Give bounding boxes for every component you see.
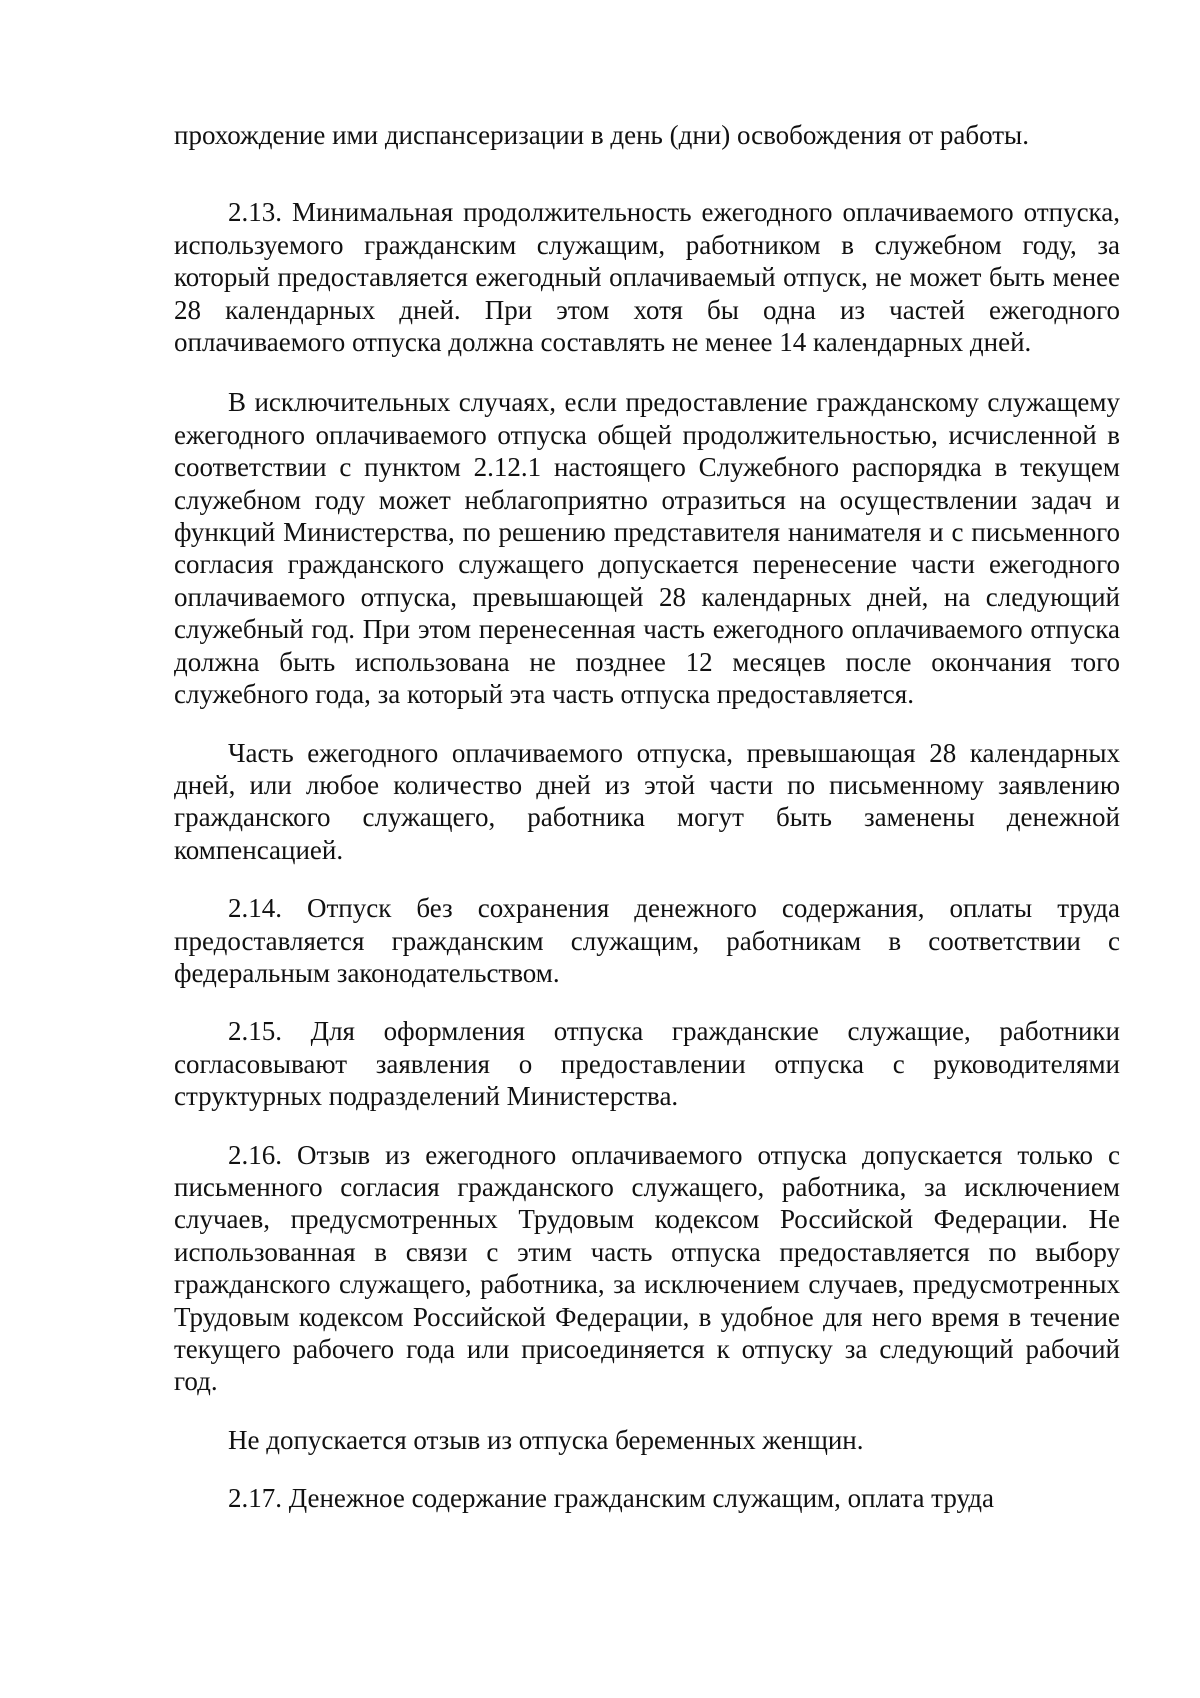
paragraph-pregnant-women: Не допускается отзыв из отпуска беременных женщин. — [228, 1424, 864, 1455]
paragraph-2-17: 2.17. Денежное содержание гражданским служащим, оплата труда — [228, 1483, 994, 1514]
paragraph-continuation: прохождение ими диспансеризации в день (дни) освобождения от работы. — [174, 120, 1029, 150]
paragraph-compensation: Часть ежегодного оплачиваемого отпуска, превышающая 28 календарных дней, или любое количество дней из этой части по письменному заявлению гражданского служащего, работника могут быть заменены денежной компенсацией. — [174, 737, 1120, 865]
paragraph-2-15: 2.15. Для оформления отпуска гражданские служащие, работники согласовывают заявления о предоставлении отпуска с руководителями структурных подразделений Министерства. — [174, 1016, 1120, 1112]
paragraph-2-13: 2.13. Минимальная продолжительность ежегодного оплачиваемого отпуска, используемого гражданским служащим, работником в служебном году, за который предоставляется ежегодный оплачиваемый отпуск, не может быть менее 28 календарных дней. При этом хотя бы одна из частей ежегодного оплачиваемого отпуска должна составлять не менее 14 календарных дней. — [174, 197, 1120, 358]
paragraph-2-16: 2.16. Отзыв из ежегодного оплачиваемого отпуска допускается только с письменного согласия гражданского служащего, работника, за исключением случаев, предусмотренных Трудовым кодексом Российской Федерации. Не использованная в связи с этим часть отпуска предоставляется по выбору гражданского служащего, работника, за исключением случаев, предусмотренных Трудовым кодексом Российской Федерации, в удобное для него время в течение текущего рабочего года или присоединяется к отпуску за следующий рабочий год. — [174, 1139, 1120, 1397]
paragraph-2-14: 2.14. Отпуск без сохранения денежного содержания, оплаты труда предоставляется гражданским служащим, работникам в соответствии с федеральным законодательством. — [174, 893, 1120, 988]
paragraph-exceptional-cases: В исключительных случаях, если предоставление гражданскому служащему ежегодного оплачиваемого отпуска общей продолжительностью, исчисленной в соответствии с пунктом 2.12.1 настоящего Служебного распорядка в текущем служебном году может неблагоприятно отразиться на осуществлении задач и функций Министерства, по решению представителя нанимателя и с письменного согласия гражданского служащего допускается перенесение части ежегодного оплачиваемого отпуска, превышающей 28 календарных дней, на следующий служебный год. При этом перенесенная часть ежегодного оплачиваемого отпуска должна быть использована не позднее 12 месяцев после окончания того служебного года, за который эта часть отпуска предоставляется. — [174, 387, 1120, 710]
